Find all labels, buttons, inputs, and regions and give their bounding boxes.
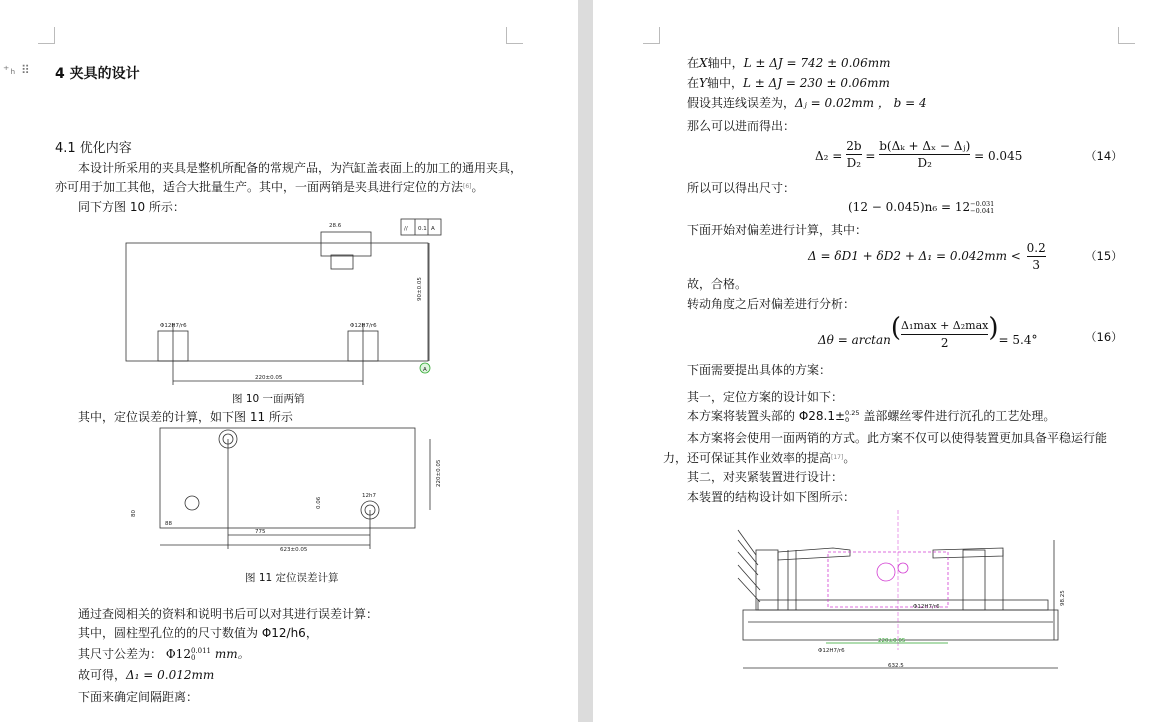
paragraph-line: 那么可以进而得出： — [687, 119, 796, 133]
paragraph-text: 故可得， — [78, 668, 127, 682]
section-heading: 4.1 优化内容 — [55, 141, 132, 156]
tolerance-symbol: // — [404, 226, 408, 232]
paragraph-line: 同下方图 10 所示： — [78, 200, 185, 214]
paragraph-line: 本方案将装置头部的 Φ28.1± 0.25 0 盖部螺丝零件进行沉孔的工艺处理。 — [687, 408, 1056, 424]
paragraph-line: 下面开始对偏差进行计算，其中： — [687, 223, 868, 237]
part-outline — [160, 428, 415, 528]
paragraph-line: 其二，对夹紧装置进行设计： — [687, 470, 844, 484]
bottom-dimension: 632.5 — [888, 663, 904, 669]
chapter-heading: 4 夹具的设计 — [55, 66, 140, 82]
paragraph-line: 所以可以得出尺寸： — [687, 181, 796, 195]
paragraph-line: 下面来确定间隔距离： — [78, 690, 199, 704]
green-dimension: 220±0.05 — [878, 638, 906, 644]
document-page-right — [593, 0, 1165, 722]
paragraph-line: 本装置的结构设计如下图所示： — [687, 490, 856, 504]
equation-number: （14） — [1085, 149, 1123, 163]
paragraph-line: 假设其连线误差为，Δⱼ = 0.02mm ， b = 4 — [687, 96, 927, 110]
datum-label: A — [423, 367, 427, 373]
left-clamp-arm — [778, 548, 850, 560]
mid-dimension: 775 — [255, 529, 266, 535]
paragraph-text: 亦可用于加工其他，适合大批量生产。其中，一面两销是夹具进行定位的方法 — [55, 180, 464, 194]
paragraph-line: 故，合格。 — [687, 277, 748, 291]
boss-hole — [331, 255, 353, 269]
bottom-dimension: 623±0.05 — [280, 547, 308, 553]
page-corner-mark — [38, 27, 55, 44]
paragraph-line — [55, 179, 484, 195]
figure-11-caption: 图 11 定位误差计算 — [245, 572, 339, 584]
figure-10-caption: 图 10 一面两销 — [232, 393, 305, 405]
inline-formula: Δ₁ = 0.012mm — [126, 668, 215, 682]
fixture-plate-outline — [126, 243, 428, 361]
paragraph-line: 在X轴中，L ± ΔJ = 742 ± 0.06mm — [687, 56, 891, 70]
paragraph-text: 其尺寸公差为： — [78, 647, 163, 661]
left-dimension-c: 88 — [165, 521, 172, 527]
equation-16: Δθ = arctan( Δ₁max + Δ₂max 2 )= 5.4° — [818, 313, 1038, 350]
right-dimension: 220±0.05 — [436, 459, 442, 487]
pin-label-a: Φ12H7/r6 — [818, 648, 845, 654]
equation-15: Δ = δD1 + δD2 + Δ₁ = 0.042mm < $\frac{0.2}{3}$ — [808, 241, 1046, 272]
citation-ref[interactable]: [17] — [831, 454, 844, 461]
paragraph-line: 转动角度之后对偏差进行分析： — [687, 297, 856, 311]
workpiece-outline — [828, 552, 948, 607]
base-plate — [743, 610, 1058, 640]
document-page-left — [0, 0, 578, 722]
hole-left — [185, 496, 199, 510]
pin-label-b: Φ12H7/r6 — [913, 604, 940, 610]
top-boss — [321, 232, 371, 256]
right-dimension: 90±0.05 — [417, 277, 423, 301]
small-dimension: 12h7 — [362, 493, 376, 499]
citation-ref[interactable]: [6] — [463, 183, 472, 190]
page-corner-mark — [643, 27, 660, 44]
side-dimension: 0.06 — [316, 496, 322, 509]
clamping-device-drawing — [738, 510, 1068, 680]
paragraph-line — [78, 646, 250, 662]
paragraph-line: 本设计所采用的夹具是整机所配备的常规产品，为汽缸盖表面上的加工的通用夹具， — [78, 161, 523, 175]
page-gap — [578, 0, 593, 722]
inline-formula: Δⱼ = 0.02mm ， b = 4 — [795, 96, 927, 110]
tolerance-datum: A — [431, 226, 435, 232]
paragraph-text: 。 — [471, 180, 484, 194]
equation-14: Δ₂ = $\frac{2b}{\text{D₂}}$ = $\frac{\text{b(Δₖ + Δₓ − Δⱼ)}}{\text{D₂}}$ = 0.045 — [815, 139, 1023, 170]
pin-left-label: Φ12H7/r6 — [160, 323, 187, 329]
paragraph-line: 通过查阅相关的资料和说明书后可以对其进行误差计算： — [78, 607, 379, 621]
page-corner-mark — [1118, 27, 1135, 44]
paragraph-line: 其中，圆柱型孔位的的尺寸数值为 Φ12/h6， — [78, 626, 318, 640]
tolerance-value: 0.1 — [418, 226, 427, 232]
paragraph-line: 下面需要提出具体的方案： — [687, 363, 832, 377]
equation-number: （16） — [1085, 330, 1123, 344]
equation-number: （15） — [1085, 249, 1123, 263]
right-clamp-arm — [933, 548, 1003, 558]
left-dimension-a: 80 — [131, 510, 137, 517]
paragraph-line: 本方案将会使用一面两销的方式。此方案不仅可以使得装置更加具备平稳运行能 — [687, 431, 1108, 445]
bottom-dimension: 220±0.05 — [255, 375, 283, 381]
figure-11-drawing — [130, 427, 450, 557]
paragraph-line: 力，还可保证其作业效率的提高[17]。 — [663, 451, 856, 465]
top-dimension: 28.6 — [329, 223, 342, 229]
figure-10-drawing — [115, 213, 445, 393]
inline-formula: L ± ΔJ = 230 ± 0.06mm — [742, 76, 890, 90]
paragraph-line: 其中，定位误差的计算，如下图 11 所示 — [78, 410, 293, 424]
paragraph-line — [78, 667, 214, 683]
paragraph-line: 在Y轴中，L ± ΔJ = 230 ± 0.06mm — [687, 76, 890, 90]
drag-handle-icon[interactable]: ⁺ₕ ⠿ — [3, 63, 31, 77]
paragraph-line: 其一，定位方案的设计如下： — [687, 390, 844, 404]
equation-size: (12 − 0.045)n₆ = 12 −0.031 −0.041 — [848, 199, 995, 215]
side-dimension: 98.25 — [1060, 590, 1066, 606]
page-corner-mark — [506, 27, 523, 44]
inline-formula: Φ12 0.011 0 mm。 — [165, 646, 250, 662]
pin-right-label: Φ12H7/r6 — [350, 323, 377, 329]
inline-formula: L ± ΔJ = 742 ± 0.06mm — [743, 56, 891, 70]
right-clamp-body — [963, 550, 985, 610]
